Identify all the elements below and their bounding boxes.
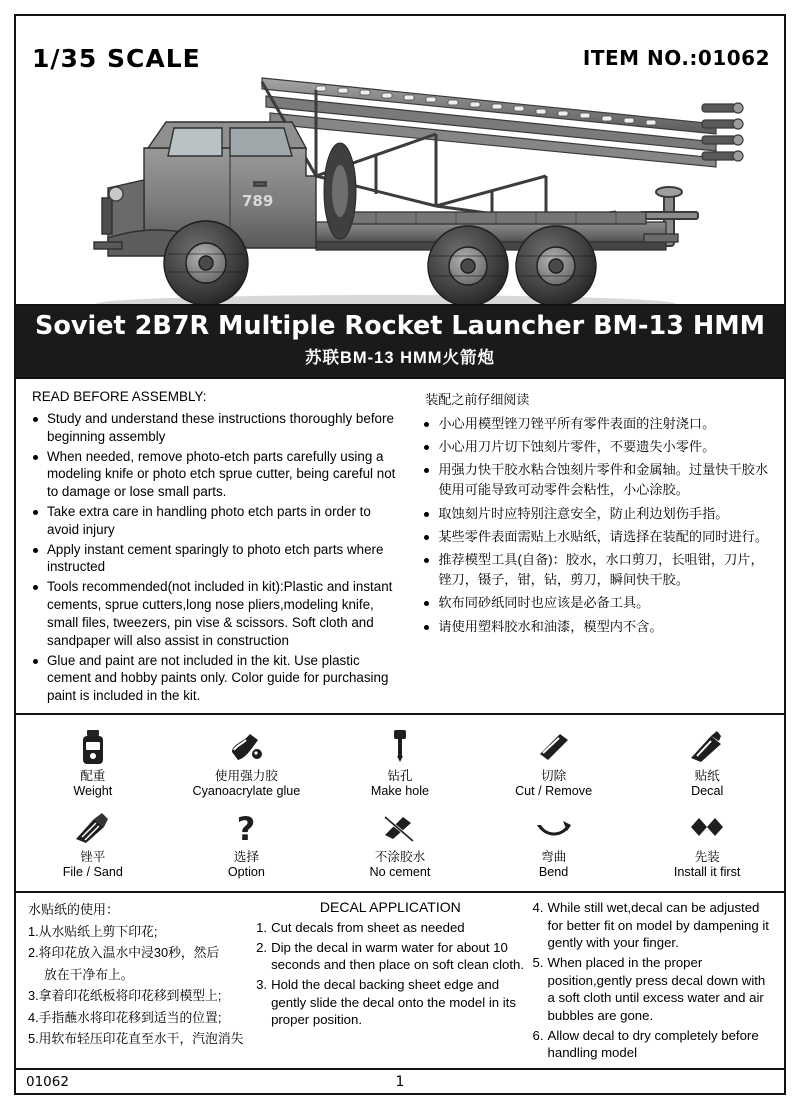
list-item: 推荐模型工具(自备)：胶水，水口剪刀，长咀钳，刀片，锉刀，镊子，钳，钻，剪刀，瞬间快干胶。 — [421, 550, 774, 590]
vehicle-illustration — [16, 16, 784, 306]
decal-title-chinese: 水贴纸的使用： — [28, 901, 120, 917]
list-item: Study and understand these instructions thoroughly before beginning assembly — [30, 410, 405, 446]
symbol-label-cn: 先装 — [694, 850, 720, 865]
list-item — [256, 976, 524, 1029]
drill-icon — [325, 727, 475, 767]
list-item — [256, 939, 524, 974]
knife-cut-icon — [479, 727, 629, 767]
symbol-label-cn: 不涂胶水 — [374, 850, 426, 865]
symbol-make-hole — [323, 723, 477, 804]
list-item: 取蚀刻片时应特别注意安全，防止利边划伤手指。 — [421, 504, 774, 524]
list-item — [533, 1027, 774, 1062]
scale-label: 1/35 SCALE — [32, 44, 201, 73]
title-english: Soviet 2B7R Multiple Rocket Launcher BM-13 HMM — [35, 311, 765, 342]
symbol-label-en: Decal — [691, 783, 724, 798]
weight-bottle-icon — [18, 727, 168, 767]
install-first-icon — [632, 808, 782, 848]
instructions-chinese-column — [415, 387, 784, 707]
symbol-label-cn: 切除 — [540, 769, 567, 784]
title-chinese: 苏联BM-13 HMM火箭炮 — [305, 348, 495, 367]
list-item: Apply instant cement sparingly to photo etch parts where instructed — [30, 541, 405, 577]
step-number: 3. — [256, 977, 268, 993]
symbol-label-en: No cement — [369, 864, 431, 879]
decal-application-section — [16, 893, 784, 1068]
step-number: 2. — [256, 939, 268, 955]
step-text: While still wet,decal can be adjusted for better fit on model by dampening it gently with your finger. — [547, 899, 769, 951]
symbol-file-sand — [16, 804, 170, 885]
symbol-label-en: Make hole — [370, 783, 430, 798]
item-number-label: ITEM NO.:01062 — [582, 46, 770, 70]
vehicle-marking: 789 — [242, 192, 274, 210]
step-text: Cut decals from sheet as needed — [271, 919, 465, 935]
step-number: 5. — [532, 955, 544, 971]
list-item: Take extra care in handling photo etch parts in order to avoid injury — [30, 503, 405, 539]
symbol-option — [170, 804, 324, 885]
symbol-install-it-first — [630, 804, 784, 885]
symbol-decal — [630, 723, 784, 804]
no-cement-icon — [325, 808, 475, 848]
symbol-label-cn: 弯曲 — [540, 850, 567, 865]
step-number: 1. — [256, 919, 268, 935]
list-item: 小心用模型锉刀锉平所有零件表面的注射浇口。 — [421, 414, 774, 434]
list-item: 请使用塑料胶水和油漆，模型内不含。 — [421, 617, 774, 637]
symbol-label-cn: 锉平 — [80, 850, 106, 865]
symbol-label-en: Bend — [538, 864, 569, 879]
symbol-bend — [477, 804, 631, 885]
footer — [16, 1068, 784, 1093]
glue-drop-icon — [172, 727, 322, 767]
file-sand-icon — [18, 808, 168, 848]
symbol-label-cn: 配重 — [80, 769, 106, 784]
artwork-panel — [16, 16, 784, 306]
instructions-list-english — [30, 410, 405, 705]
list-item — [256, 919, 524, 937]
symbol-legend-section — [16, 715, 784, 893]
title-band — [16, 306, 784, 379]
symbol-row-1 — [16, 723, 784, 804]
list-item — [533, 899, 774, 952]
symbol-label-en: Cyanoacrylate glue — [192, 783, 301, 798]
read-before-assembly-section — [16, 379, 784, 715]
symbol-no-cement — [323, 804, 477, 885]
symbol-label-en: Cut / Remove — [515, 783, 593, 798]
decal-chinese-column — [16, 899, 254, 1064]
list-item: 1.从水贴纸上剪下印花; — [28, 923, 158, 939]
instructions-list-chinese — [421, 414, 774, 636]
list-item: 某些零件表面需贴上水贴纸，请选择在装配的同时进行。 — [421, 527, 774, 547]
footer-item-code: 01062 — [26, 1073, 69, 1090]
decal-steps-english-4-6 — [533, 899, 774, 1062]
decal-steps-chinese — [28, 922, 248, 1049]
symbol-label-cn: 选择 — [233, 850, 259, 865]
list-item: 3.拿着印花纸板将印花移到模型上; — [28, 988, 222, 1004]
list-item: 2.将印花放入温水中浸30秒，然后 — [28, 945, 220, 961]
symbol-label-cn: 使用强力胶 — [214, 769, 278, 784]
step-number: 4. — [532, 899, 544, 915]
symbol-row-2 — [16, 804, 784, 885]
footer-page-number: 1 — [395, 1073, 405, 1090]
step-text: Dip the decal in warm water for about 10 seconds and then place on soft clean cloth. — [271, 939, 525, 973]
decal-trowel-icon — [632, 727, 782, 767]
symbol-label-cn: 钻孔 — [387, 769, 413, 784]
list-item: 4.手指蘸水将印花移到适当的位置; — [28, 1009, 222, 1025]
list-item: 小心用刀片切下蚀刻片零件，不要遗失小零件。 — [421, 437, 774, 457]
step-text: Hold the decal backing sheet edge and gently slide the decal onto the model in its proper position. — [271, 977, 516, 1028]
list-item: 用强力快干胶水粘合蚀刻片零件和金属轴。过量快干胶水使用可能导致可动零件会粘性，小心涂胶。 — [421, 460, 774, 500]
step-text: Allow decal to dry completely before handling model — [547, 1027, 759, 1061]
instructions-heading-english: READ BEFORE ASSEMBLY: — [32, 388, 207, 404]
bend-icon — [479, 808, 629, 848]
list-item: 放在干净布上。 — [44, 966, 134, 982]
symbol-label-en: Option — [227, 864, 265, 879]
decal-english-column-right — [531, 899, 784, 1064]
symbol-label-en: Weight — [73, 783, 113, 798]
symbol-weight — [16, 723, 170, 804]
list-item: 5.用软布轻压印花直至水干，汽泡消失 — [28, 1031, 244, 1047]
list-item — [533, 954, 774, 1025]
step-number: 6. — [532, 1027, 544, 1043]
symbol-label-en: Install it first — [673, 864, 741, 879]
symbol-label-en: File / Sand — [62, 864, 123, 879]
instructions-english-column — [16, 387, 415, 707]
question-mark-icon — [172, 808, 322, 848]
list-item: Glue and paint are not included in the kit. Use plastic cement and hobby paints only. Color guide for purchasing paint is included in the kit. — [30, 652, 405, 705]
symbol-cut-remove — [477, 723, 631, 804]
step-text: When placed in the proper position,gently press decal down with a soft cloth until excess water and air bubbles are gone. — [547, 955, 766, 1024]
list-item: Tools recommended(not included in kit):Plastic and instant cements, sprue cutters,long nose pliers,modeling knife, small files, tweezers, pin vise & scissors. Soft cloth and sandpaper will also assist in construction — [30, 578, 405, 649]
symbol-cyanoacrylate-glue — [170, 723, 324, 804]
list-item: When needed, remove photo-etch parts carefully using a modeling knife or photo etch sprue cutter, being careful not to damage or lose small parts. — [30, 448, 405, 501]
svg-text:?: ? — [237, 810, 256, 848]
symbol-label-cn: 贴纸 — [694, 769, 720, 784]
list-item: 软布同砂纸同时也应该是必备工具。 — [421, 593, 774, 613]
decal-english-column-left — [254, 899, 530, 1064]
instruction-sheet — [14, 14, 786, 1095]
decal-steps-english-1-3 — [256, 919, 524, 1029]
decal-title-english: DECAL APPLICATION — [319, 898, 461, 915]
instructions-heading-chinese: 装配之前仔细阅读 — [425, 391, 530, 407]
